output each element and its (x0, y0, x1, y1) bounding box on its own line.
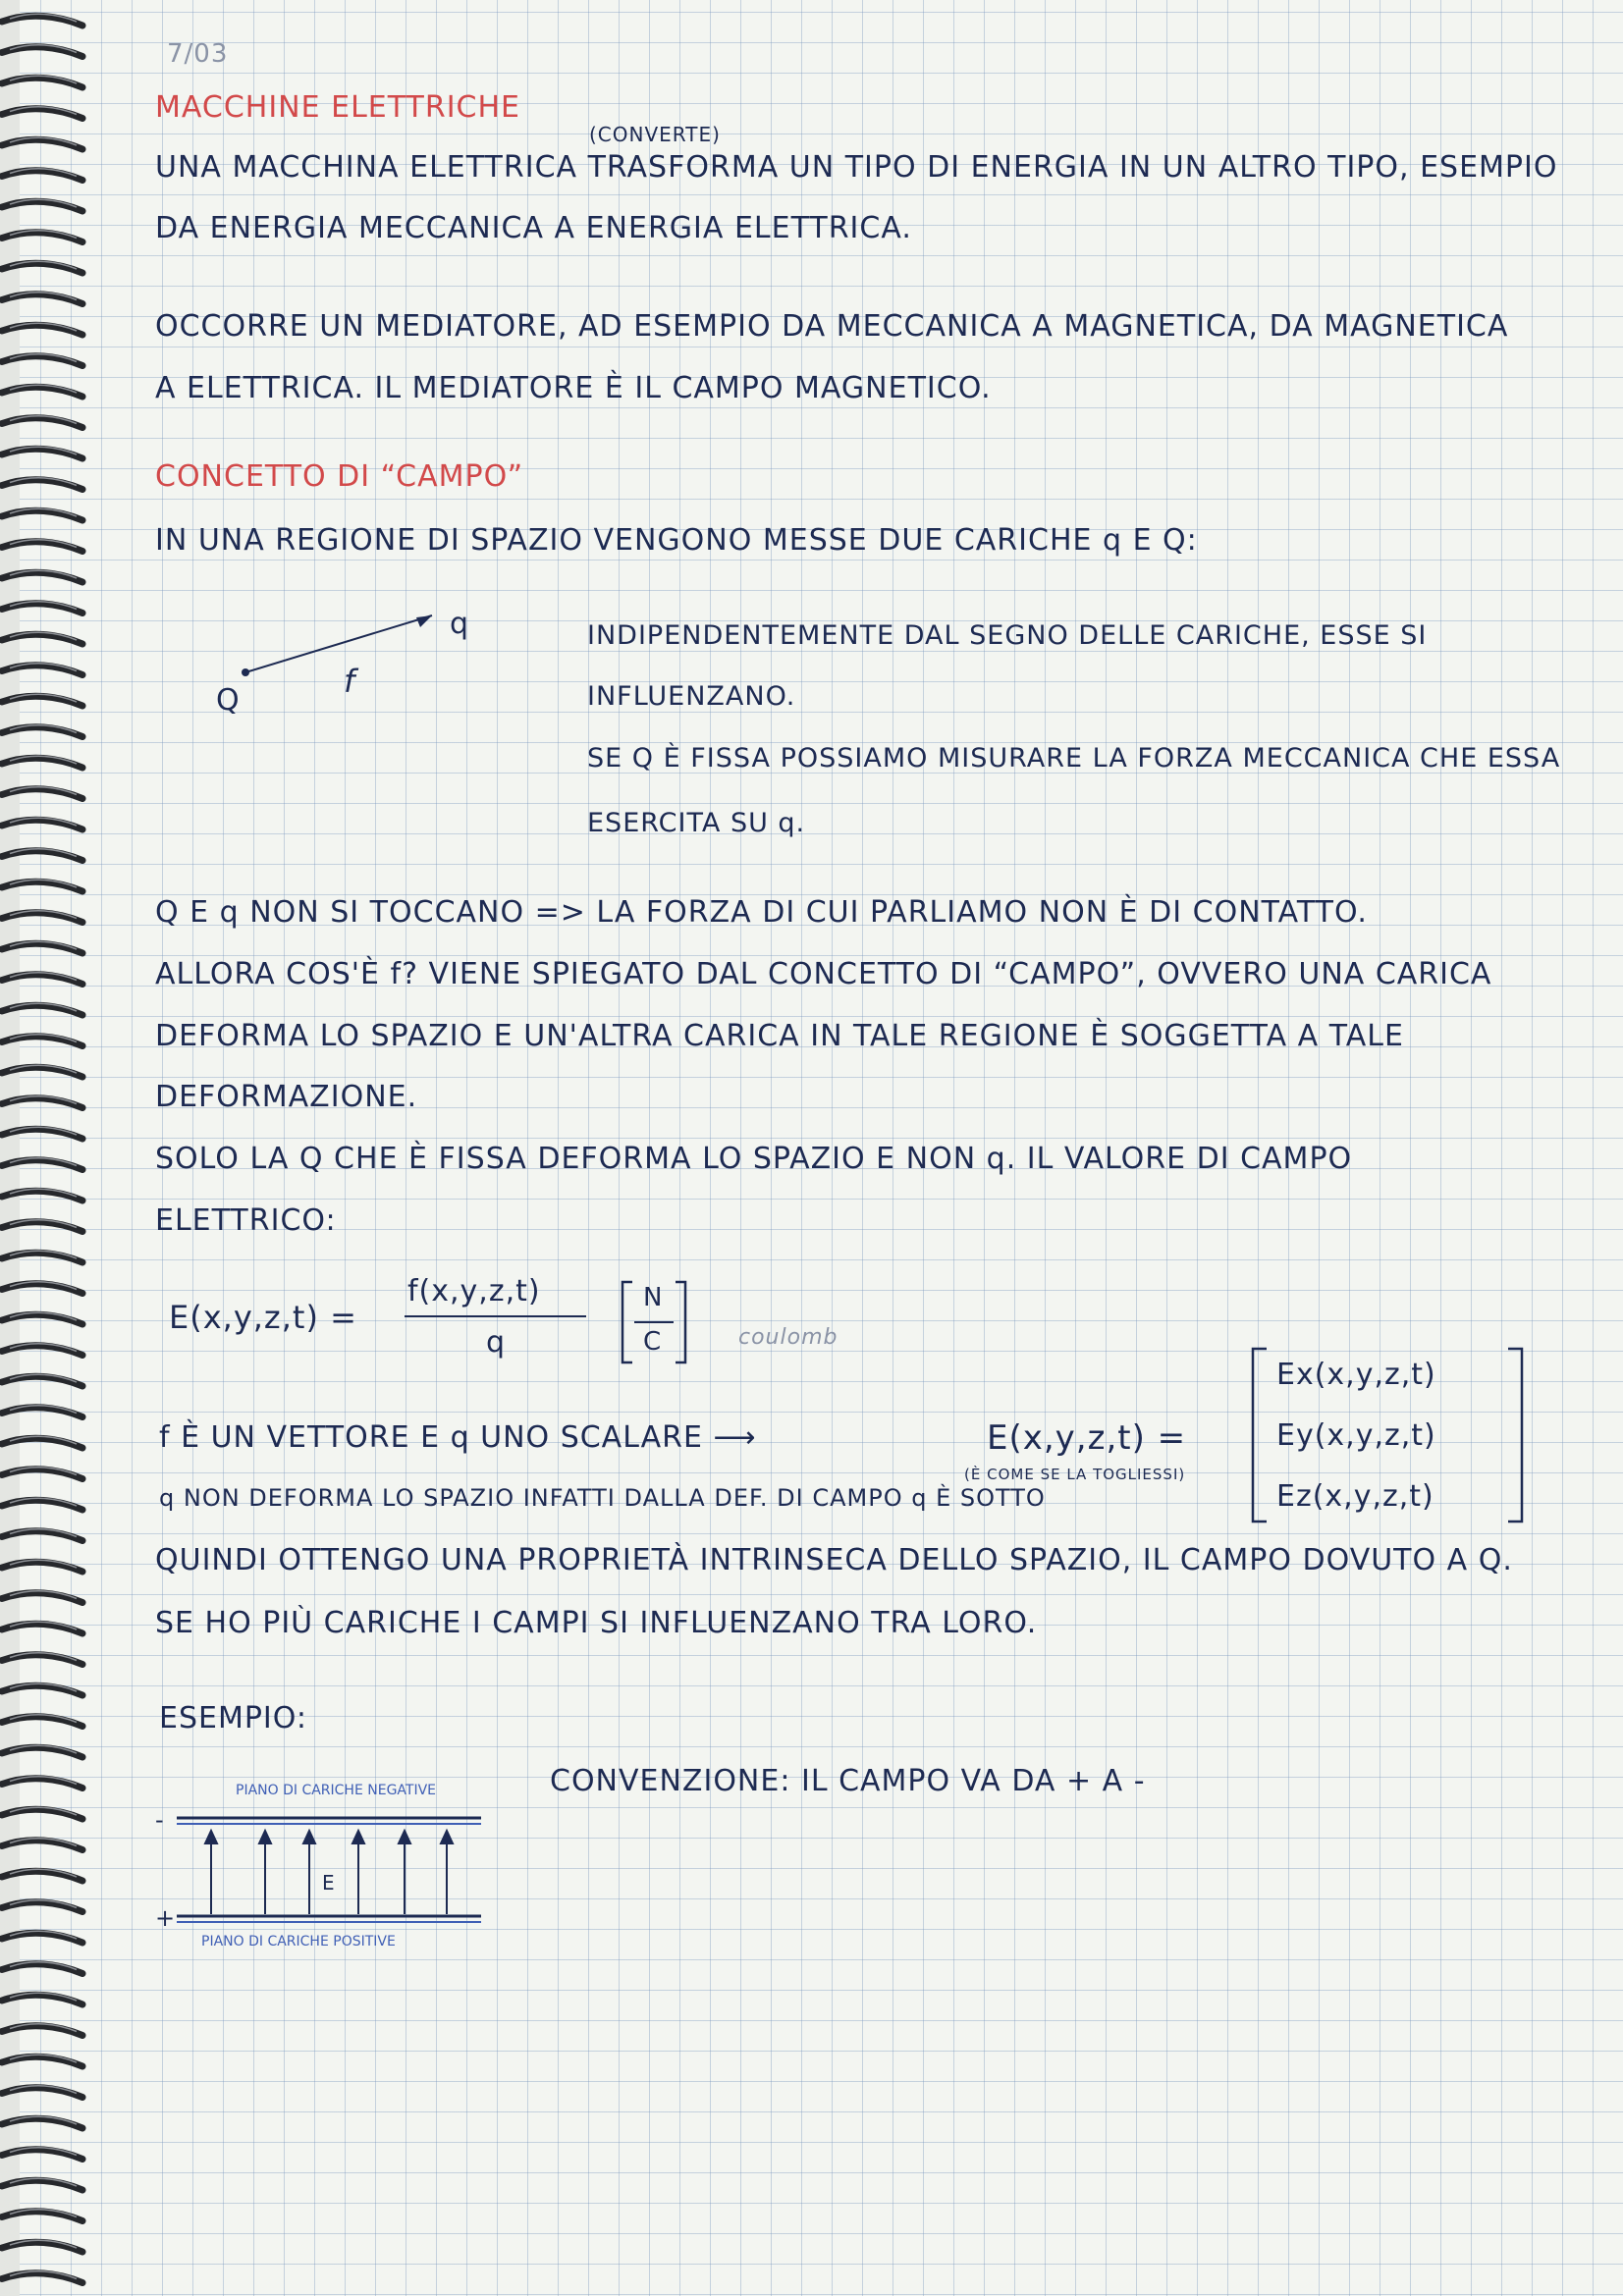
plus-sign: + (155, 1904, 176, 1932)
intro-note: (CONVERTE) (589, 123, 721, 146)
body-line-5: SOLO LA Q CHE È FISSA DEFORMA LO SPAZIO E NON q. IL VALORE DI CAMPO (155, 1142, 1353, 1176)
intro-line-2: DA ENERGIA MECCANICA A ENERGIA ELETTRICA. (155, 211, 912, 245)
body-line-2: ALLORA COS'È f? VIENE SPIEGATO DAL CONCETTO DI “CAMPO”, OVVERO UNA CARICA (155, 957, 1492, 991)
vector-line: f È UN VETTORE E q UNO SCALARE ⟶ (159, 1420, 757, 1455)
force-arrow (245, 615, 432, 672)
charge-Q-dot (242, 668, 249, 676)
vector-line-2: q NON DEFORMA LO SPAZIO INFATTI DALLA DEF. DI CAMPO q È SOTTO (159, 1484, 1046, 1512)
closing-line-2: SE HO PIÙ CARICHE I CAMPI SI INFLUENZANO TRA LORO. (155, 1606, 1038, 1640)
spiral-binding (0, 0, 93, 2296)
unit-numerator: N (643, 1283, 664, 1312)
intro-line-1: UNA MACCHINA ELETTRICA TRASFORMA UN TIPO DI ENERGIA IN UN ALTRO TIPO, ESEMPIO (155, 150, 1558, 185)
body-line-1: Q E q NON SI TOCCANO => LA FORZA DI CUI PARLIAMO NON È DI CONTATTO. (155, 895, 1368, 930)
figure-text-4: ESERCITA SU q. (587, 808, 806, 838)
body-line-3: DEFORMA LO SPAZIO E UN'ALTRA CARICA IN TALE REGIONE È SOGGETTA A TALE (155, 1019, 1404, 1053)
formula-numerator: f(x,y,z,t) (407, 1274, 541, 1308)
page-date: 7/03 (167, 39, 229, 69)
unit-note: coulomb (738, 1325, 839, 1350)
charges-figure (187, 594, 501, 731)
figure-text-3: SE Q È FISSA POSSIAMO MISURARE LA FORZA MECCANICA CHE ESSA (587, 743, 1561, 774)
force-arrowhead (416, 615, 432, 627)
plates-figure (147, 1777, 501, 1953)
vector-lhs: E(x,y,z,t) = (987, 1418, 1187, 1458)
charge-q-label: q (450, 607, 469, 641)
figure-text-1: INDIPENDENTEMENTE DAL SEGNO DELLE CARICHE, ESSE SI (587, 620, 1428, 651)
charge-Q-label: Q (216, 683, 240, 718)
top-plate-label: PIANO DI CARICHE NEGATIVE (236, 1783, 437, 1798)
body-line-4: DEFORMAZIONE. (155, 1080, 418, 1114)
formula-fraction-bar (405, 1315, 586, 1317)
mediator-line-1: OCCORRE UN MEDIATORE, AD ESEMPIO DA MECCANICA A MAGNETICA, DA MAGNETICA (155, 309, 1509, 344)
minus-sign: - (155, 1806, 164, 1834)
body-line-6: ELETTRICO: (155, 1203, 337, 1238)
force-f-label: f (344, 663, 355, 700)
bottom-plate-label: PIANO DI CARICHE POSITIVE (201, 1934, 396, 1949)
mediator-line-2: A ELETTRICA. IL MEDIATORE È IL CAMPO MAGNETICO. (155, 371, 992, 405)
formula-denominator: q (486, 1325, 507, 1360)
field-symbol: E (322, 1871, 335, 1895)
vector-component-x: Ex(x,y,z,t) (1276, 1358, 1436, 1392)
example-label: ESEMPIO: (159, 1701, 307, 1735)
section-title: CONCETTO DI “CAMPO” (155, 459, 524, 494)
vector-component-z: Ez(x,y,z,t) (1276, 1479, 1434, 1514)
page-title: MACCHINE ELETTRICHE (155, 90, 521, 125)
unit-denominator: C (643, 1327, 663, 1357)
formula-lhs: E(x,y,z,t) = (169, 1299, 357, 1336)
figure-text-2: INFLUENZANO. (587, 681, 796, 712)
closing-line-1: QUINDI OTTENGO UNA PROPRIETÀ INTRINSECA DELLO SPAZIO, IL CAMPO DOVUTO A Q. (155, 1543, 1513, 1577)
convention-text: CONVENZIONE: IL CAMPO VA DA + A - (550, 1764, 1146, 1798)
vector-note: (È COME SE LA TOGLIESSI) (964, 1466, 1186, 1483)
vector-component-y: Ey(x,y,z,t) (1276, 1418, 1436, 1453)
section-intro: IN UNA REGIONE DI SPAZIO VENGONO MESSE DUE CARICHE q E Q: (155, 523, 1198, 558)
